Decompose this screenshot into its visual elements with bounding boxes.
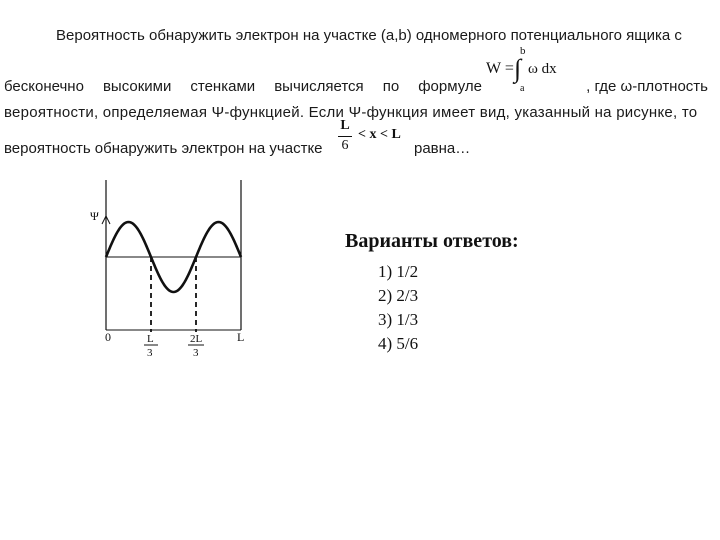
question-line-3: вероятности, определяемая Ψ-функцией. Если Ψ-функция имеет вид, указанный на рисунке, то <box>4 104 698 121</box>
interval-inequality: < x < L <box>358 127 401 142</box>
question-line-2 <box>4 78 482 95</box>
interval-fraction-bar <box>338 136 352 137</box>
question-line-4-start: вероятность обнаружить электрон на участке <box>4 140 323 157</box>
tick-L3-denominator: 3 <box>147 347 153 359</box>
word: вычисляется <box>274 78 364 95</box>
integral-upper-limit: b <box>520 45 526 57</box>
integral-sign: ∫ <box>514 54 522 83</box>
word: стенками <box>190 78 256 95</box>
answer-option-3[interactable]: 3) 1/3 <box>378 310 419 329</box>
end-label: L <box>237 330 245 344</box>
word: бесконечно <box>4 78 84 95</box>
answer-option-1[interactable]: 1) 1/2 <box>378 262 419 281</box>
formula-lhs: W = <box>486 60 514 77</box>
formula-integrand: ω dx <box>528 61 557 77</box>
origin-label: 0 <box>105 330 111 344</box>
question-line-1: Вероятность обнаружить электрон на участке (a,b) одномерного потенциального ящика с <box>56 27 682 44</box>
interval-expression <box>338 118 418 158</box>
interval-fraction-denominator: 6 <box>341 138 349 153</box>
answer-option-4[interactable]: 4) 5/6 <box>378 334 419 353</box>
question-line-2-tail: , где ω-плотность <box>586 78 708 95</box>
answer-option-2[interactable]: 2) 2/3 <box>378 286 419 305</box>
tick-2L3-denominator: 3 <box>193 347 199 359</box>
question-line-4-end: равна… <box>414 140 471 157</box>
word: высокими <box>102 78 172 95</box>
tick-2L3-numerator: 2L <box>190 333 203 345</box>
psi-function-graph <box>90 180 256 370</box>
y-axis-label: Ψ <box>90 209 99 223</box>
tick-L3-numerator: L <box>147 333 154 345</box>
answers-title: Варианты ответов: <box>345 230 519 252</box>
word: по <box>382 78 400 95</box>
interval-fraction-numerator: L <box>340 118 350 133</box>
word: формуле <box>418 78 482 95</box>
integral-lower-limit: a <box>520 83 525 94</box>
probability-formula <box>486 45 576 95</box>
